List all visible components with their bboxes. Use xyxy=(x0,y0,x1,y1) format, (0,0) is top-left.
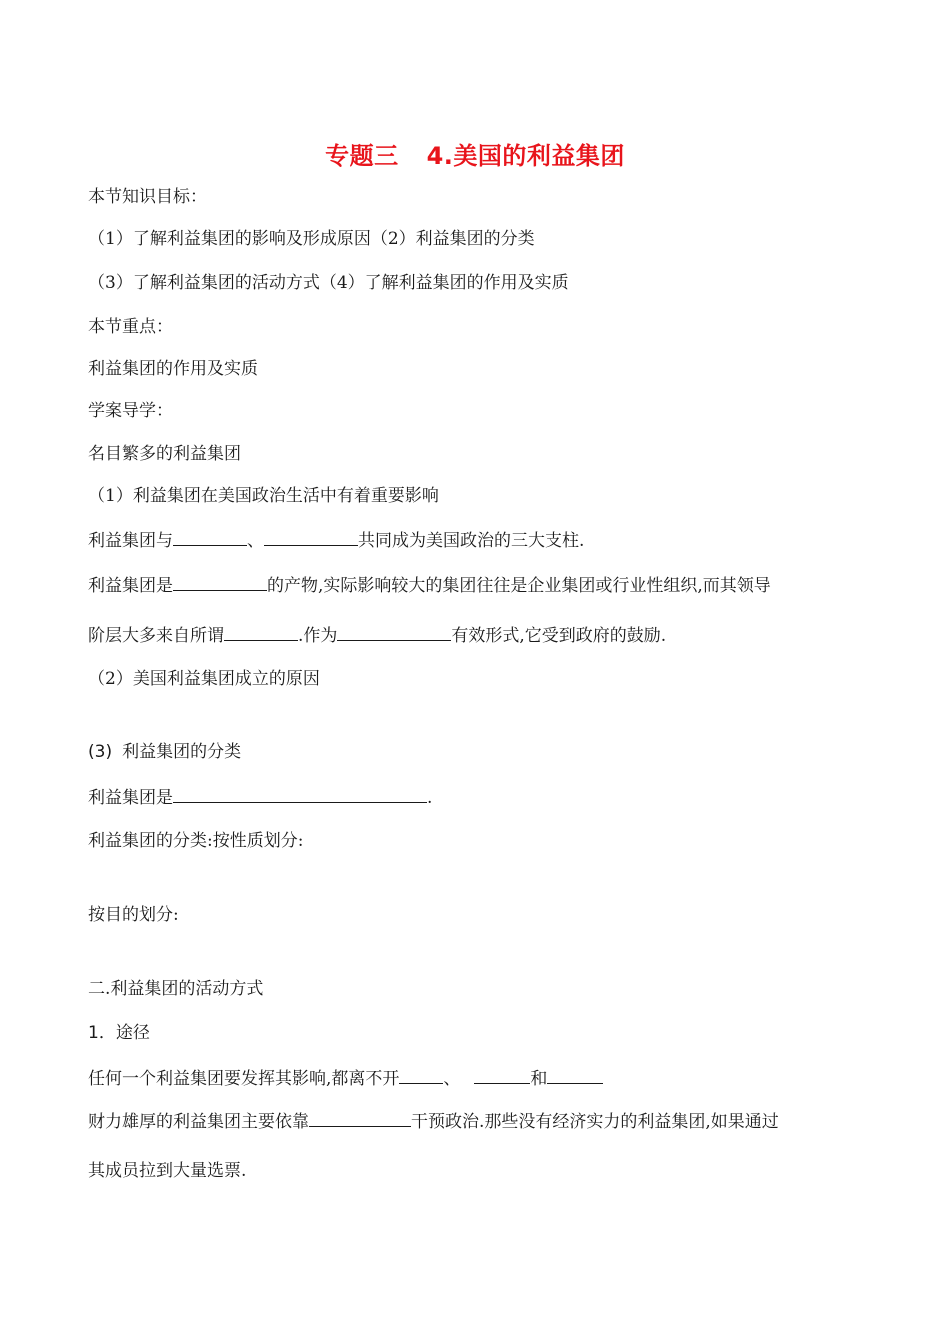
objectives-heading: 本节知识目标： xyxy=(88,187,207,207)
subsection-2: （2）美国利益集团成立的原因 xyxy=(88,669,320,689)
subsection-1: （1）利益集团在美国政治生活中有着重要影响 xyxy=(88,486,439,506)
classification-by-purpose: 按目的划分: xyxy=(88,905,179,925)
title-lesson: 4.美国的利益集团 xyxy=(426,142,625,170)
votes-line: 其成员拉到大量选票. xyxy=(88,1161,247,1181)
fill-line-pillars: 利益集团与 、 共同成为美国政治的三大支柱. xyxy=(88,531,585,551)
fill-line-product: 利益集团是 的产物,实际影响较大的集团往往是企业集团或行业性组织,而其领导 xyxy=(88,576,771,596)
key-point-text: 利益集团的作用及实质 xyxy=(88,359,258,379)
section-heading-activities: 二.利益集团的活动方式 xyxy=(88,979,264,999)
blank-field[interactable] xyxy=(173,786,427,803)
blank-field[interactable] xyxy=(309,1110,411,1127)
section-heading-groups: 名目繁多的利益集团 xyxy=(88,444,241,464)
study-guide-heading: 学案导学： xyxy=(88,401,173,421)
objective-line-1: （1）了解利益集团的影响及形成原因（2）利益集团的分类 xyxy=(88,229,535,249)
subsection-3: (3) 利益集团的分类 xyxy=(88,742,242,762)
fill-line-influence: 任何一个利益集团要发挥其影响,都离不开 、 和 xyxy=(88,1067,603,1090)
title-topic: 专题三 xyxy=(325,142,399,170)
page-title xyxy=(0,136,950,171)
blank-field[interactable] xyxy=(399,1067,443,1084)
blank-field[interactable] xyxy=(173,574,267,591)
blank-field[interactable] xyxy=(337,624,451,641)
blank-field[interactable] xyxy=(224,624,298,641)
item-1-heading: 1．途径 xyxy=(88,1023,150,1043)
classification-by-nature: 利益集团的分类:按性质划分: xyxy=(88,831,304,851)
blank-field[interactable] xyxy=(173,529,247,546)
blank-field[interactable] xyxy=(264,529,358,546)
fill-line-definition: 利益集团是 . xyxy=(88,788,433,808)
key-points-heading: 本节重点： xyxy=(88,317,173,337)
blank-field[interactable] xyxy=(547,1067,603,1084)
objective-line-2: （3）了解利益集团的活动方式（4）了解利益集团的作用及实质 xyxy=(88,273,569,293)
fill-line-leadership: 阶层大多来自所谓 .作为 有效形式,它受到政府的鼓励. xyxy=(88,626,667,646)
blank-field[interactable] xyxy=(474,1067,530,1084)
fill-line-funding: 财力雄厚的利益集团主要依靠 干预政治.那些没有经济实力的利益集团,如果通过 xyxy=(88,1112,779,1132)
